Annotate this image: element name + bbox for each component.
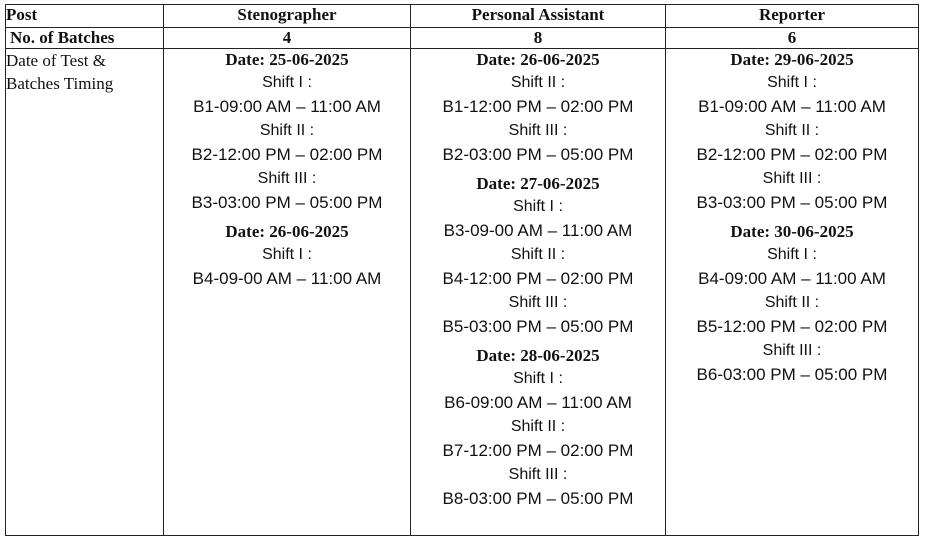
date-group (193, 221, 382, 291)
stenographer-schedule (164, 49, 411, 536)
batches-row (6, 28, 919, 49)
timing-label-line2: Batches Timing (6, 74, 114, 93)
shift-label: Shift I : (262, 74, 312, 91)
shift-label: Shift I : (513, 370, 563, 387)
date-group (192, 49, 383, 215)
batch-time: B1-12:00 PM – 02:00 PM (442, 97, 634, 116)
batch-time: B4-12:00 PM – 02:00 PM (442, 269, 634, 288)
shift-label: Shift II : (510, 246, 566, 263)
batch-time: B4-09-00 AM – 11:00 AM (192, 269, 382, 288)
date-group (697, 221, 888, 387)
shift-label: Shift III : (257, 170, 317, 187)
test-date: Date: 28-06-2025 (476, 346, 600, 365)
test-date: Date: 29-06-2025 (730, 50, 854, 69)
schedule-table (5, 4, 919, 536)
batch-time: B5-03:00 PM – 05:00 PM (442, 317, 634, 336)
shift-label: Shift II : (510, 418, 566, 435)
batch-time: B2-12:00 PM – 02:00 PM (696, 145, 888, 164)
batch-time: B7-12:00 PM – 02:00 PM (442, 441, 634, 460)
header-post: Post (6, 5, 164, 28)
header-reporter: Reporter (666, 5, 919, 28)
header-personal-assistant: Personal Assistant (411, 5, 666, 28)
batch-time: B3-03:00 PM – 05:00 PM (191, 193, 383, 212)
shift-label: Shift II : (764, 294, 820, 311)
personal-assistant-schedule (411, 49, 666, 536)
batch-time: B3-09-00 AM – 11:00 AM (443, 221, 633, 240)
shift-label: Shift II : (259, 122, 315, 139)
date-group (697, 49, 888, 215)
batch-time: B2-03:00 PM – 05:00 PM (442, 145, 634, 164)
shift-label: Shift III : (508, 122, 568, 139)
batch-time: B1-09:00 AM – 11:00 AM (193, 97, 381, 116)
timing-label (6, 49, 164, 536)
shift-label: Shift III : (762, 342, 822, 359)
reporter-schedule (666, 49, 919, 536)
test-date: Date: 26-06-2025 (225, 222, 349, 241)
test-date: Date: 26-06-2025 (476, 50, 600, 69)
shift-label: Shift III : (762, 170, 822, 187)
test-date: Date: 27-06-2025 (476, 174, 600, 193)
batch-time: B2-12:00 PM – 02:00 PM (191, 145, 383, 164)
batch-time: B3-03:00 PM – 05:00 PM (696, 193, 888, 212)
shift-label: Shift I : (767, 246, 817, 263)
batch-time: B8-03:00 PM – 05:00 PM (442, 489, 634, 508)
date-group (443, 49, 634, 167)
batch-time: B6-03:00 PM – 05:00 PM (696, 365, 888, 384)
shift-label: Shift III : (508, 466, 568, 483)
timing-row (6, 49, 919, 536)
date-group (443, 173, 634, 339)
batch-time: B1-09:00 AM – 11:00 AM (698, 97, 886, 116)
shift-label: Shift I : (262, 246, 312, 263)
batches-stenographer: 4 (164, 28, 411, 49)
shift-label: Shift III : (508, 294, 568, 311)
batches-personal-assistant: 8 (411, 28, 666, 49)
header-row (6, 5, 919, 28)
date-group (443, 345, 634, 511)
batch-time: B5-12:00 PM – 02:00 PM (696, 317, 888, 336)
batches-label: No. of Batches (6, 28, 164, 49)
batch-time: B6-09:00 AM – 11:00 AM (444, 393, 632, 412)
shift-label: Shift II : (764, 122, 820, 139)
shift-label: Shift I : (767, 74, 817, 91)
shift-label: Shift I : (513, 198, 563, 215)
batches-reporter: 6 (666, 28, 919, 49)
timing-label-line1: Date of Test & (6, 51, 106, 70)
batch-time: B4-09:00 AM – 11:00 AM (698, 269, 886, 288)
test-date: Date: 30-06-2025 (730, 222, 854, 241)
shift-label: Shift II : (510, 74, 566, 91)
header-stenographer: Stenographer (164, 5, 411, 28)
test-date: Date: 25-06-2025 (225, 50, 349, 69)
